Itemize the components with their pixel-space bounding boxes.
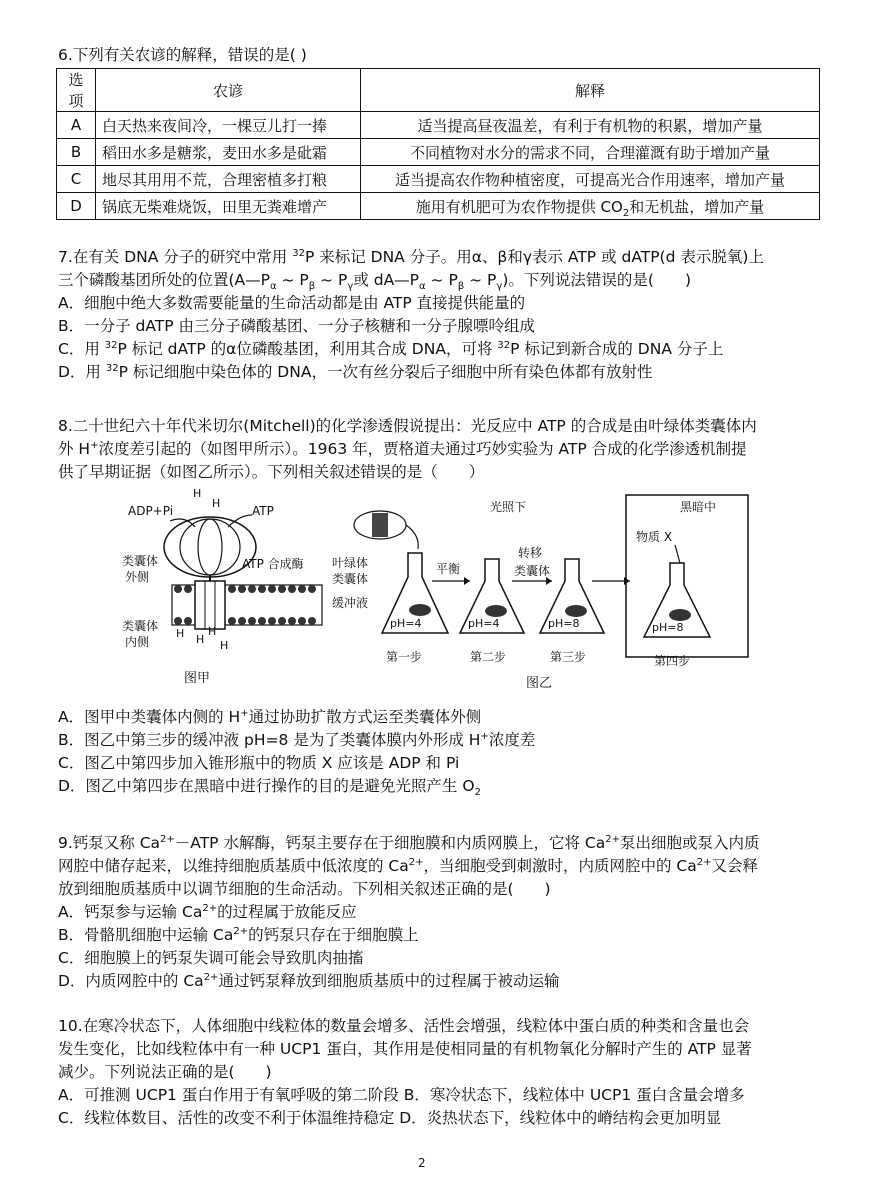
fig-b-ph-1: pH=4 — [390, 617, 422, 630]
fig-b-equilibrium-label: 平衡 — [436, 562, 461, 576]
q9-option-a: A．钙泵参与运输 $Ca^{2+}$的过程属于放能反应 — [58, 902, 357, 921]
fig-b-step-3: 第三步 — [550, 650, 587, 664]
q6-col-explain: 解释 — [361, 69, 820, 112]
q6-row-a-explain: 适当提高昼夜温差，有利于有机物的积累，增加产量 — [361, 112, 820, 139]
q6-row-d-option: D — [57, 193, 96, 220]
fig-a-adp-label: ADP+Pi — [128, 504, 174, 518]
q6-stem: 6.下列有关农谚的解释，错误的是( ) — [58, 46, 307, 64]
q7-stem-line1: 7.在有关 DNA 分子的研究中常用 $^{32}$P 来标记 DNA 分子。用α、β和γ表示 ATP 或 dATP(d 表示脱氧)上 — [58, 247, 764, 266]
question-9 — [58, 832, 818, 993]
q7-option-d: D．用 $^{32}$P 标记细胞中染色体的 DNA，一次有丝分裂后子细胞中所有染色体都有放射性 — [58, 362, 653, 381]
fig-b-caption: 图乙 — [526, 676, 553, 691]
q7-stem-line2: 三个磷酸基团所处的位置($A—P_\alpha$ ~ $P_\beta$ ~ $P_\gamma$或 $dA—P_\alpha$ ~ $P_\beta$ ~ $P_\gamma$)。下列说法错误的是( ) — [58, 271, 691, 293]
fig-b-substance-label: 物质 X — [636, 530, 673, 544]
synthase-head-core-shape — [198, 519, 222, 575]
synthase-head-inner-shape — [180, 519, 240, 575]
q9-option-c: C．细胞膜上的钙泵失调可能会导致肌肉抽搐 — [58, 949, 364, 967]
q6-col-saying: 农谚 — [96, 69, 361, 112]
q10-stem-line3: 减少。下列说法正确的是( ) — [58, 1063, 272, 1081]
table-row — [57, 112, 820, 139]
q6-row-b-explain: 不同植物对水分的需求不同，合理灌溉有助于增加产量 — [361, 139, 820, 166]
fig-a-h-bottom-4: H — [220, 639, 229, 652]
q6-row-c-explain: 适当提高农作物种植密度，可提高光合作用速率，增加产量 — [361, 166, 820, 193]
fig-b-thylakoid-label-2: 类囊体 — [332, 572, 369, 586]
q6-col-option: 选项 — [57, 69, 96, 112]
q6-row-a-saying: 白天热来夜间冷，一棵豆儿打一捧 — [96, 112, 361, 139]
q8-option-a: A．图甲中类囊体内侧的 H+通过协助扩散方式运至类囊体外侧 — [58, 707, 482, 726]
page-number: 2 — [418, 1156, 426, 1170]
q10-stem-line2: 发生变化，比如线粒体中有一种 UCP1 蛋白，其作用是使相同量的有机物氧化分解时产生的 ATP 显著 — [58, 1040, 752, 1058]
fig-b-arrow-pipette — [406, 525, 418, 549]
q8-stem-line3: 供了早期证据（如图乙所示）。下列相关叙述错误的是（ ） — [58, 463, 485, 481]
fig-a-inner-label-1: 类囊体 — [122, 619, 159, 633]
q9-stem-line3: 放到细胞质基质中以调节细胞的生命活动。下列相关叙述正确的是( ) — [58, 880, 551, 898]
fig-a-h-top-2: H — [212, 497, 221, 510]
fig-a-h-top-1: H — [193, 487, 202, 500]
fig-b-step-2: 第二步 — [470, 650, 507, 664]
table-row — [57, 139, 820, 166]
q9-stem-line2: 网腔中储存起来，以维持细胞质基质中低浓度的 $Ca^{2+}$，当细胞受到刺激时，内质网腔中的 $Ca^{2+}$又会释 — [58, 856, 759, 875]
q6-row-d-saying: 锅底无柴难烧饭，田里无粪难增产 — [96, 193, 361, 220]
fig-a-h-bottom-1: H — [176, 627, 185, 640]
fig-b-ph-4: pH=8 — [652, 621, 684, 634]
q6-row-c-option: C — [57, 166, 96, 193]
q10-stem-line1: 10.在寒冷状态下，人体细胞中线粒体的数量会增多、活性会增强，线粒体中蛋白质的种类和含量也会 — [58, 1017, 750, 1035]
q7-option-b: B．一分子 dATP 由三分子磷酸基团、一分子核糖和一分子腺嘌呤组成 — [58, 317, 536, 335]
dark-box — [626, 495, 748, 657]
q6-row-a-option: A — [57, 112, 96, 139]
fig-b-thylakoid-label-1: 叶绿体 — [332, 556, 369, 570]
q8-option-b: B．图乙中第三步的缓冲液 pH=8 是为了类囊体膜内外形成 H+浓度差 — [58, 730, 536, 749]
fig-a-caption: 图甲 — [184, 671, 211, 686]
q6-table — [56, 68, 820, 220]
q6-table-header — [57, 69, 820, 112]
fig-b-dark-label: 黑暗中 — [680, 500, 717, 514]
q6-row-c-saying: 地尽其用用不荒，合理密植多打粮 — [96, 166, 361, 193]
figure-b — [330, 485, 760, 695]
q9-option-b: B．骨骼肌细胞中运输 $Ca^{2+}$的钙泵只存在于细胞膜上 — [58, 925, 419, 944]
fig-a-h-bottom-2: H — [196, 633, 205, 646]
q7-option-a: A．细胞中绝大多数需要能量的生命活动都是由 ATP 直接提供能量的 — [58, 294, 526, 312]
q6-row-b-option: B — [57, 139, 96, 166]
fig-a-outer-label-1: 类囊体 — [122, 554, 159, 568]
q8-stem-line2: 外 H+浓度差引起的（如图甲所示）。1963 年，贾格道夫通过巧妙实验为 ATP 合成的化学渗透机制提 — [58, 439, 747, 458]
fig-b-ph-2: pH=4 — [468, 617, 500, 630]
q6-row-b-saying: 稻田水多是糖浆，麦田水多是砒霜 — [96, 139, 361, 166]
q6-row-d-explain: 施用有机肥可为农作物提供 $CO_2$和无机盐，增加产量 — [361, 193, 820, 220]
q8-option-c: C．图乙中第四步加入锥形瓶中的物质 X 应该是 ADP 和 Pi — [58, 754, 460, 772]
synthase-channel-shape — [195, 581, 225, 629]
q9-option-d: D．内质网腔中的 $Ca^{2+}$通过钙泵释放到细胞质基质中的过程属于被动运输 — [58, 971, 560, 990]
fig-b-arrow-substance — [675, 545, 680, 563]
fig-b-transfer-label-2: 类囊体 — [514, 564, 551, 578]
q9-stem-line1: 9.钙泵又称 $Ca^{2+}-ATP$ 水解酶，钙泵主要存在于细胞膜和内质网膜上，它将 $Ca^{2+}$泵出细胞或泵入内质 — [58, 833, 760, 852]
fig-a-enzyme-label: ATP 合成酶 — [242, 557, 304, 571]
fig-a-outer-label-2: 外侧 — [125, 570, 150, 584]
fig-b-ph-3: pH=8 — [548, 617, 580, 630]
fig-a-inner-label-2: 内侧 — [125, 635, 150, 649]
q8-option-d: D．图乙中第四步在黑暗中进行操作的目的是避免光照产生 $O_2$ — [58, 777, 481, 799]
fig-a-atp-label: ATP — [252, 504, 274, 518]
question-7 — [58, 246, 818, 384]
fig-b-step-1: 第一步 — [386, 650, 423, 664]
pipette-sample-shape — [372, 513, 388, 537]
figure-a — [100, 485, 330, 695]
q10-options-ab: A．可推测 UCP1 蛋白作用于有氧呼吸的第二阶段 B．寒冷状态下，线粒体中 UCP1 蛋白含量会增多 — [58, 1086, 745, 1104]
fig-b-step-4: 第四步 — [654, 654, 691, 668]
fig-a-h-bottom-3: H — [208, 625, 217, 638]
question-8 — [58, 415, 818, 484]
question-6 — [58, 44, 818, 67]
q7-option-c: C．用 $^{32}$P 标记 dATP 的α位磷酸基团，利用其合成 DNA，可将 $^{32}$P 标记到新合成的 DNA 分子上 — [58, 339, 724, 358]
table-row — [57, 193, 820, 220]
question-10 — [58, 1015, 818, 1130]
fig-b-light-label: 光照下 — [490, 500, 527, 514]
fig-b-buffer-label: 缓冲液 — [332, 596, 369, 610]
q8-stem-line1: 8.二十世纪六十年代米切尔(Mitchell)的化学渗透假说提出：光反应中 ATP 的合成是由叶绿体类囊体内 — [58, 417, 757, 435]
question-8-options — [58, 706, 818, 798]
fig-b-transfer-label-1: 转移 — [518, 546, 543, 560]
table-row — [57, 166, 820, 193]
q10-options-cd: C．线粒体数目、活性的改变不利于体温维持稳定 D．炎热状态下，线粒体中的嵴结构会更加明显 — [58, 1109, 722, 1127]
